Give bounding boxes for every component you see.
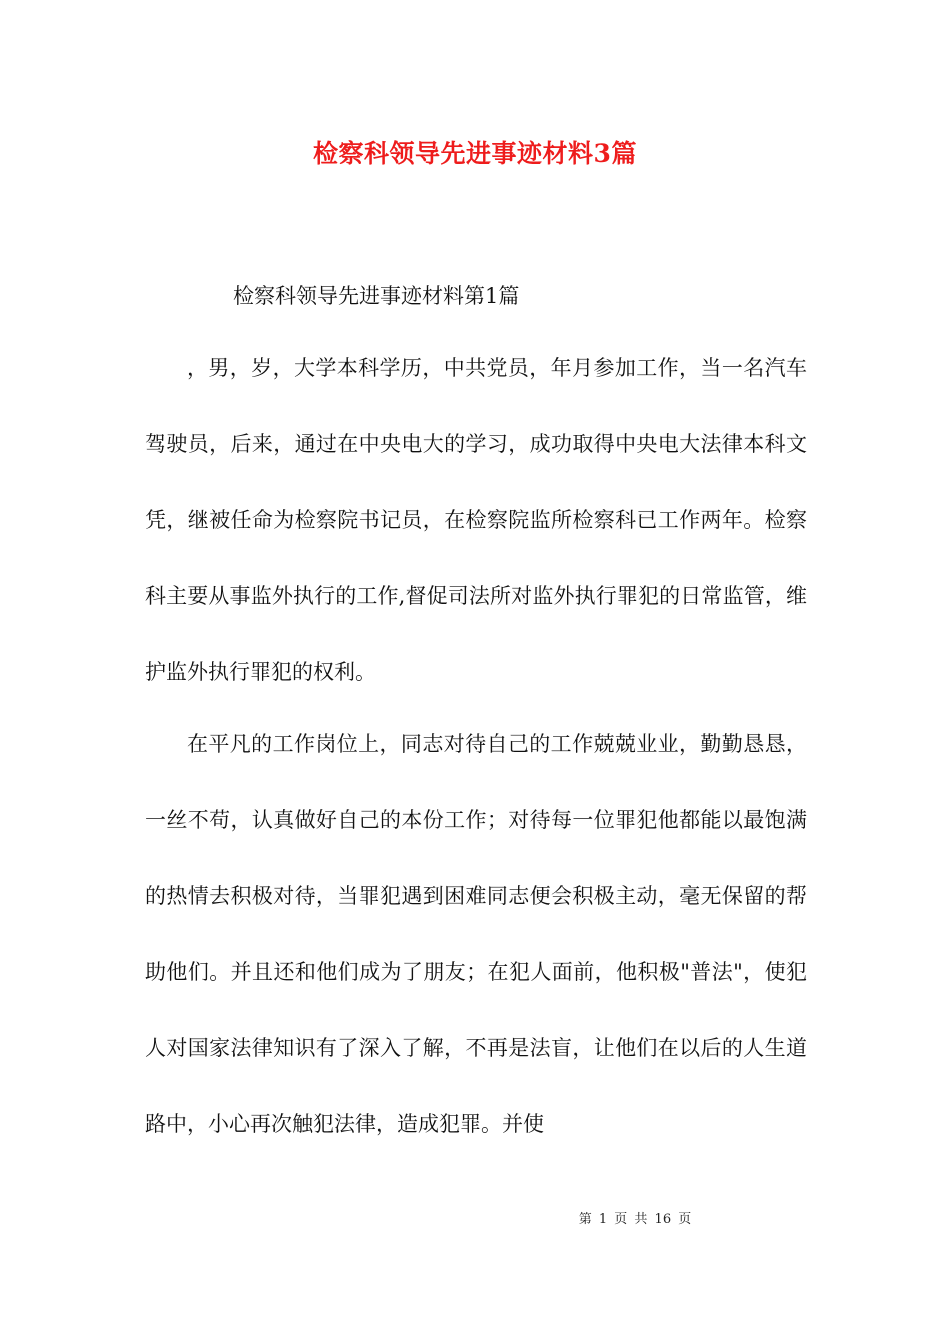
body-paragraph-2: 在平凡的工作岗位上，同志对待自己的工作兢兢业业，勤勤恳恳，一丝不苟，认真做好自己的本份工作；对待每一位罪犯他都能以最饱满的热情去积极对待，当罪犯遇到困难同志便会积极主动，毫无保留的帮助他们。并且还和他们成为了朋友；在犯人面前，他积极"普法"，使犯人对国家法律知识有了深入了解，不再是法盲，让他们在以后的人生道路中，小心再次触犯法律，造成犯罪。并使 bbox=[145, 732, 807, 1136]
document-title: 检察科领导先进事迹材料3篇 bbox=[313, 139, 637, 168]
page-number-footer: 第 1 页 共 16 页 bbox=[578, 1212, 692, 1227]
section-heading: 检察科领导先进事迹材料第1篇 bbox=[233, 284, 520, 308]
body-paragraph-1: ，男，岁，大学本科学历，中共党员，年月参加工作，当一名汽车驾驶员，后来，通过在中央电大的学习，成功取得中央电大法律本科文凭，继被任命为检察院书记员，在检察院监所检察科已工作两年。检察科主要从事监外执行的工作,督促司法所对监外执行罪犯的日常监管，维护监外执行罪犯的权利。 bbox=[145, 356, 807, 684]
